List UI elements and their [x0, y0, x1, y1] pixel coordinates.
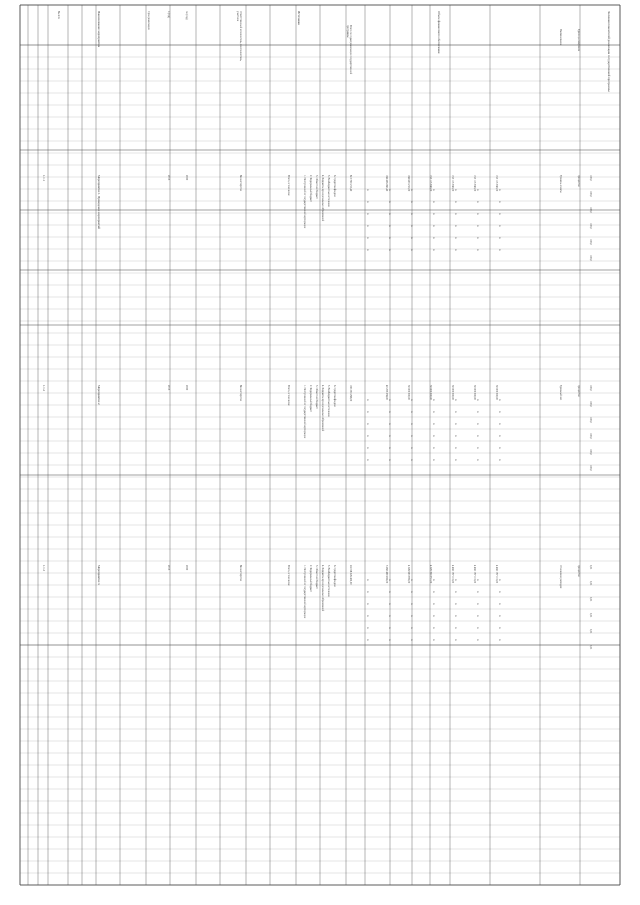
row-i2020: 100,0	[589, 255, 592, 261]
row-total: 815 700 215,40	[349, 175, 352, 192]
header-indicators-title: Значения показателей реализации государственной программы	[607, 11, 611, 92]
empty-cell-mark: х	[498, 249, 502, 251]
empty-cell-mark: х	[388, 237, 392, 239]
header-term-from: с (год)	[167, 11, 170, 19]
empty-cell-mark: х	[454, 423, 458, 425]
empty-cell-mark: х	[498, 639, 502, 641]
empty-cell-mark: х	[454, 411, 458, 413]
row-source-item: 1. Поступлений от государственной корпорации	[303, 385, 306, 439]
row-i2018: 100,0	[589, 223, 592, 229]
row-i2015: 100,0	[589, 385, 592, 391]
empty-cell-mark: х	[410, 615, 414, 617]
empty-cell-mark: х	[476, 459, 480, 461]
empty-cell-mark: х	[476, 435, 480, 437]
row-from: 2015	[167, 175, 170, 181]
row-v2019: 4 465 177 115,00	[473, 565, 476, 584]
row-v2015: 3 282 499 206,00	[385, 565, 388, 584]
empty-cell-mark: х	[454, 447, 458, 449]
row-unit: процентов	[577, 175, 580, 187]
empty-cell-mark: х	[366, 591, 370, 593]
row-i2016: 100,0	[589, 401, 592, 407]
empty-cell-mark: х	[410, 627, 414, 629]
empty-cell-mark: х	[498, 627, 502, 629]
empty-cell-mark: х	[432, 627, 436, 629]
empty-cell-mark: х	[454, 591, 458, 593]
empty-cell-mark: х	[410, 639, 414, 641]
header-fin-total: Всего по годам реализации государственной программы	[345, 25, 352, 75]
empty-cell-mark: х	[498, 435, 502, 437]
empty-cell-mark: х	[410, 459, 414, 461]
empty-cell-mark: х	[432, 189, 436, 191]
empty-cell-mark: х	[366, 579, 370, 581]
scanned-document-page	[20, 5, 620, 885]
empty-cell-mark: х	[410, 201, 414, 203]
row-name: Мероприятие 3.	[97, 565, 101, 586]
empty-cell-mark: х	[410, 399, 414, 401]
row-source-item: 2. Федеральный бюджет	[309, 565, 312, 592]
row-v2020: 4 465 177 115,00	[495, 565, 498, 584]
empty-cell-mark: х	[388, 603, 392, 605]
row-i2019: 0,01	[589, 629, 592, 634]
row-source-item: 4. Бюджеты муниципальных образований	[321, 385, 324, 432]
empty-cell-mark: х	[498, 603, 502, 605]
empty-cell-mark: х	[432, 447, 436, 449]
row-to: 2020	[185, 175, 188, 181]
header-term-to: по (год)	[185, 11, 188, 20]
empty-cell-mark: х	[432, 435, 436, 437]
empty-cell-mark: х	[366, 189, 370, 191]
row-name: Мероприятие 2.	[97, 385, 101, 406]
row-source-item: 6. Средства фондов	[333, 565, 336, 587]
empty-cell-mark: х	[476, 591, 480, 593]
empty-cell-mark: х	[432, 411, 436, 413]
row-source-item: 3. Областной бюджет	[315, 385, 318, 409]
empty-cell-mark: х	[410, 447, 414, 449]
empty-cell-mark: х	[454, 213, 458, 215]
empty-cell-mark: х	[410, 435, 414, 437]
row-i2019: 100,0	[589, 449, 592, 455]
empty-cell-mark: х	[388, 201, 392, 203]
row-unit: процентов	[577, 565, 580, 577]
empty-cell-mark: х	[432, 225, 436, 227]
empty-cell-mark: х	[476, 399, 480, 401]
empty-cell-mark: х	[366, 627, 370, 629]
row-executor: Министерство	[239, 565, 242, 581]
empty-cell-mark: х	[454, 603, 458, 605]
empty-cell-mark: х	[498, 237, 502, 239]
empty-cell-mark: х	[388, 591, 392, 593]
empty-cell-mark: х	[498, 459, 502, 461]
empty-cell-mark: х	[366, 435, 370, 437]
empty-cell-mark: х	[476, 603, 480, 605]
row-unit: процентов	[577, 385, 580, 397]
empty-cell-mark: х	[476, 201, 480, 203]
row-i2017: 100,0	[589, 207, 592, 213]
row-source: Всего, в том числе	[287, 175, 290, 196]
row-indicator: Уровень оплаты	[559, 175, 562, 193]
row-v2017: 153 113 740,00	[429, 175, 432, 192]
header-name: Наименование мероприятия	[97, 11, 101, 48]
row-source-item: 5. Внебюджетные источники	[327, 565, 330, 597]
row-v2020: 30 000 000,00	[495, 385, 498, 400]
empty-cell-mark: х	[366, 201, 370, 203]
empty-cell-mark: х	[476, 225, 480, 227]
row-from: 2015	[167, 385, 170, 391]
empty-cell-mark: х	[432, 591, 436, 593]
empty-cell-mark: х	[498, 615, 502, 617]
row-source-item: 5. Внебюджетные источники	[327, 175, 330, 207]
empty-cell-mark: х	[476, 411, 480, 413]
empty-cell-mark: х	[432, 201, 436, 203]
empty-cell-mark: х	[388, 225, 392, 227]
empty-cell-mark: х	[366, 249, 370, 251]
empty-cell-mark: х	[432, 399, 436, 401]
row-v2017: 4 025 700 751,00	[429, 565, 432, 584]
row-from: 2015	[167, 565, 170, 571]
empty-cell-mark: х	[366, 639, 370, 641]
empty-cell-mark: х	[498, 591, 502, 593]
empty-cell-mark: х	[454, 627, 458, 629]
empty-cell-mark: х	[366, 423, 370, 425]
empty-cell-mark: х	[498, 201, 502, 203]
empty-cell-mark: х	[388, 447, 392, 449]
row-total: 24 198 226 452,00	[349, 565, 352, 585]
row-v2016: 4 026 993 709,00	[407, 565, 410, 584]
empty-cell-mark: х	[366, 603, 370, 605]
empty-cell-mark: х	[388, 423, 392, 425]
empty-cell-mark: х	[476, 615, 480, 617]
row-total: 190 233 258,00	[349, 385, 352, 402]
row-source-item: 3. Областной бюджет	[315, 565, 318, 589]
row-i2016: 100,0	[589, 191, 592, 197]
empty-cell-mark: х	[476, 249, 480, 251]
row-v2020: 153 113 740,00	[495, 175, 498, 192]
row-i2015: 100,0	[589, 175, 592, 181]
empty-cell-mark: х	[432, 237, 436, 239]
empty-cell-mark: х	[432, 579, 436, 581]
row-executor: Министерство	[239, 385, 242, 401]
row-i2017: 100,0	[589, 417, 592, 423]
empty-cell-mark: х	[432, 213, 436, 215]
empty-cell-mark: х	[388, 639, 392, 641]
row-executor: Министерство	[239, 175, 242, 191]
row-v2015: 40 233 258,00	[385, 385, 388, 400]
empty-cell-mark: х	[388, 627, 392, 629]
row-source-item: 4. Бюджеты муниципальных образований	[321, 175, 324, 222]
empty-cell-mark: х	[388, 189, 392, 191]
empty-cell-mark: х	[454, 435, 458, 437]
row-i2020: 0,01	[589, 645, 592, 650]
row-num: 1.1.2	[42, 385, 46, 391]
row-v2018: 4 465 177 115,00	[451, 565, 454, 584]
empty-cell-mark: х	[366, 213, 370, 215]
empty-cell-mark: х	[454, 225, 458, 227]
empty-cell-mark: х	[410, 603, 414, 605]
empty-cell-mark: х	[432, 603, 436, 605]
empty-cell-mark: х	[388, 249, 392, 251]
empty-cell-mark: х	[454, 615, 458, 617]
row-source-item: 2. Федеральный бюджет	[309, 175, 312, 202]
row-i2016: 0,01	[589, 581, 592, 586]
empty-cell-mark: х	[498, 447, 502, 449]
empty-cell-mark: х	[388, 579, 392, 581]
empty-cell-mark: х	[410, 189, 414, 191]
row-i2015: 0,01	[589, 565, 592, 570]
row-num: 1.1.1	[42, 175, 46, 181]
empty-cell-mark: х	[366, 447, 370, 449]
empty-cell-mark: х	[388, 615, 392, 617]
empty-cell-mark: х	[476, 639, 480, 641]
empty-cell-mark: х	[410, 591, 414, 593]
empty-cell-mark: х	[410, 411, 414, 413]
empty-cell-mark: х	[476, 189, 480, 191]
row-to: 2020	[185, 565, 188, 571]
row-v2019: 153 113 740,00	[473, 175, 476, 192]
row-i2018: 100,0	[589, 433, 592, 439]
row-v2016: 30 000 000,00	[407, 385, 410, 400]
row-source-item: 1. Поступлений от государственной корпорации	[303, 565, 306, 619]
empty-cell-mark: х	[476, 423, 480, 425]
empty-cell-mark: х	[498, 213, 502, 215]
empty-cell-mark: х	[454, 237, 458, 239]
empty-cell-mark: х	[498, 579, 502, 581]
empty-cell-mark: х	[454, 201, 458, 203]
header-source: Источники	[297, 11, 301, 25]
header-term: Срок реализации	[147, 11, 150, 30]
row-v2015: 186 406 060,40	[385, 175, 388, 192]
row-source-item: 1. Поступлений от государственной корпорации	[303, 175, 306, 229]
rotated-table	[20, 5, 620, 885]
empty-cell-mark: х	[476, 447, 480, 449]
row-i2020: 100,0	[589, 465, 592, 471]
empty-cell-mark: х	[432, 459, 436, 461]
header-num: № п/п	[57, 11, 61, 19]
empty-cell-mark: х	[454, 399, 458, 401]
empty-cell-mark: х	[410, 579, 414, 581]
empty-cell-mark: х	[476, 627, 480, 629]
empty-cell-mark: х	[388, 459, 392, 461]
empty-cell-mark: х	[432, 615, 436, 617]
empty-cell-mark: х	[410, 225, 414, 227]
row-i2019: 100,0	[589, 239, 592, 245]
row-source-item: 5. Внебюджетные источники	[327, 385, 330, 417]
empty-cell-mark: х	[476, 237, 480, 239]
row-source-item: 4. Бюджеты муниципальных образований	[321, 565, 324, 612]
empty-cell-mark: х	[432, 423, 436, 425]
row-v2018: 153 113 740,00	[451, 175, 454, 192]
row-v2017: 30 000 000,00	[429, 385, 432, 400]
empty-cell-mark: х	[454, 459, 458, 461]
header-indicator: Наименование	[559, 29, 562, 46]
header-executor: Ответственный исполнитель, соисполнитель, участник	[235, 11, 242, 62]
row-i2017: 0,01	[589, 597, 592, 602]
empty-cell-mark: х	[388, 213, 392, 215]
row-v2018: 30 000 000,00	[451, 385, 454, 400]
empty-cell-mark: х	[498, 411, 502, 413]
empty-cell-mark: х	[454, 249, 458, 251]
row-source-item: 6. Средства фондов	[333, 175, 336, 197]
empty-cell-mark: х	[432, 639, 436, 641]
empty-cell-mark: х	[366, 399, 370, 401]
empty-cell-mark: х	[476, 213, 480, 215]
row-v2016: 186 603 210,00	[407, 175, 410, 192]
empty-cell-mark: х	[388, 411, 392, 413]
empty-cell-mark: х	[410, 249, 414, 251]
row-source-item: 2. Федеральный бюджет	[309, 385, 312, 412]
empty-cell-mark: х	[410, 423, 414, 425]
row-source-item: 3. Областной бюджет	[315, 175, 318, 199]
empty-cell-mark: х	[454, 639, 458, 641]
empty-cell-mark: х	[366, 411, 370, 413]
header-finance: Объем финансового обеспечения	[437, 11, 441, 54]
empty-cell-mark: х	[498, 189, 502, 191]
row-indicator: Отношение расходов	[559, 565, 562, 589]
row-to: 2020	[185, 385, 188, 391]
empty-cell-mark: х	[498, 423, 502, 425]
empty-cell-mark: х	[410, 213, 414, 215]
row-source: Всего, в том числе	[287, 385, 290, 406]
row-indicator: Удельный вес	[559, 385, 562, 401]
empty-cell-mark: х	[476, 579, 480, 581]
row-source: Всего, в том числе	[287, 565, 290, 586]
empty-cell-mark: х	[498, 225, 502, 227]
empty-cell-mark: х	[388, 435, 392, 437]
empty-cell-mark: х	[498, 399, 502, 401]
row-source-item: 6. Средства фондов	[333, 385, 336, 407]
empty-cell-mark: х	[432, 249, 436, 251]
empty-cell-mark: х	[366, 459, 370, 461]
header-unit: Единица измерения	[577, 29, 580, 51]
empty-cell-mark: х	[454, 579, 458, 581]
empty-cell-mark: х	[388, 399, 392, 401]
row-i2018: 0,01	[589, 613, 592, 618]
empty-cell-mark: х	[410, 237, 414, 239]
row-num: 1.1.3	[42, 565, 46, 571]
empty-cell-mark: х	[454, 189, 458, 191]
empty-cell-mark: х	[366, 615, 370, 617]
empty-cell-mark: х	[366, 237, 370, 239]
row-v2019: 30 000 000,00	[473, 385, 476, 400]
empty-cell-mark: х	[366, 225, 370, 227]
row-name: Мероприятие 1. Проведение мероприятий	[97, 175, 101, 229]
